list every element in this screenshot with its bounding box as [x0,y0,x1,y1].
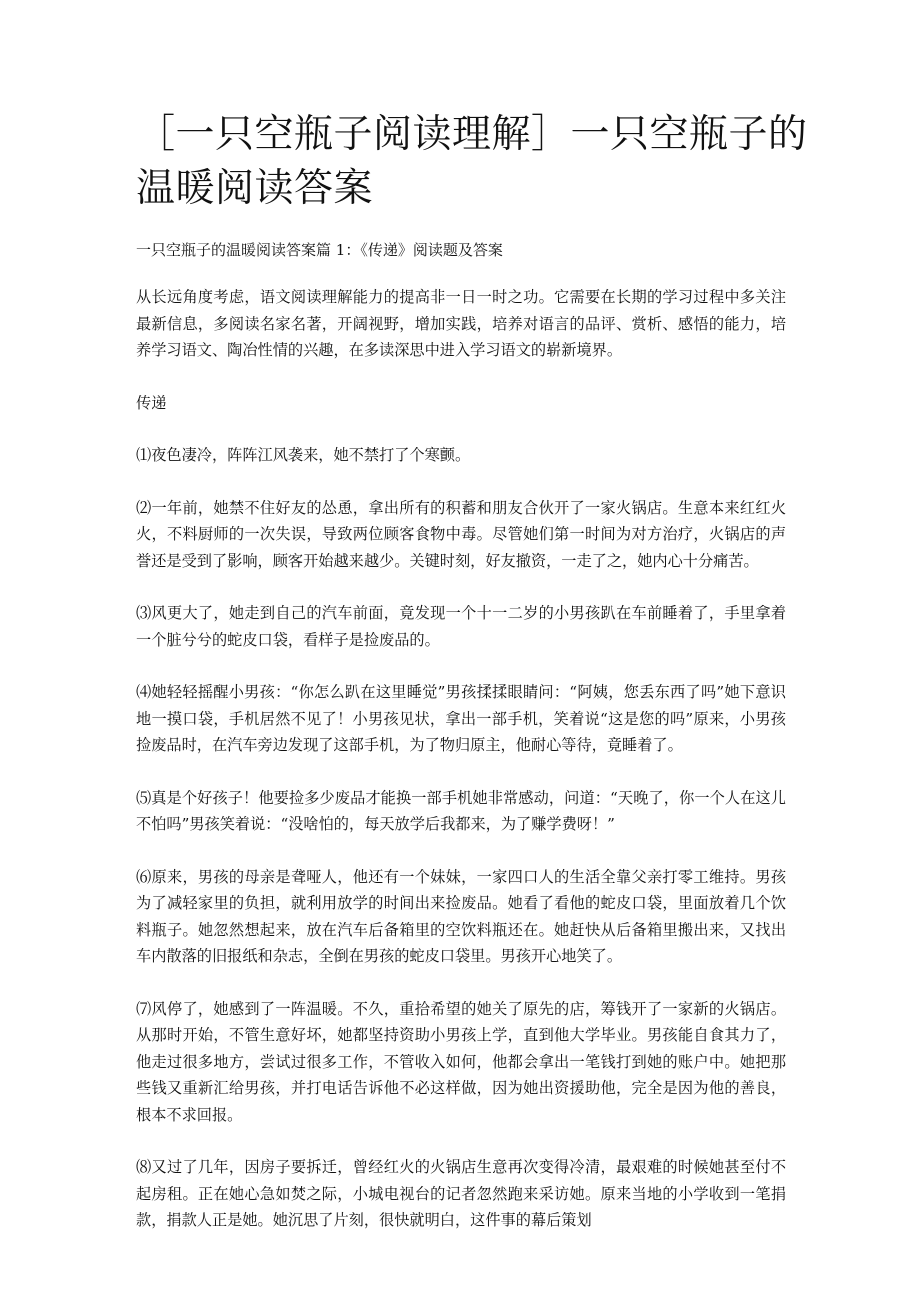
document-title [136,108,808,216]
story-paragraph-2: ⑵一年前，她禁不住好友的怂恿，拿出所有的积蓄和朋友合伙开了一家火锅店。生意本来红红火火，不料厨师的一次失误，导致两位顾客食物中毒。尽管她们第一时间为对方治疗，火锅店的声誉还是受到了影响，顾客开始越来越少。关键时刻，好友撤资，一走了之，她内心十分痛苦。 [136,498,786,570]
story-paragraph-7: ⑺风停了，她感到了一阵温暖。不久，重拾希望的她关了原先的店，筹钱开了一家新的火锅店。从那时开始，不管生意好坏，她都坚持资助小男孩上学，直到他大学毕业。男孩能自食其力了，他走过很多地方，尝试过很多工作，不管收入如何，他都会拿出一笔钱打到她的账户中。她把那些钱又重新汇给男孩，并打电话告诉他不必这样做，因为她出资援助他，完全是因为他的善良，根本不求回报。 [136,999,786,1124]
story-paragraph-8: ⑻又过了几年，因房子要拆迁，曾经红火的火锅店生意再次变得冷清，最艰难的时候她甚至付不起房租。正在她心急如焚之际，小城电视台的记者忽然跑来采访她。原来当地的小学收到一笔捐款，捐款人正是她。她沉思了片刻，很快就明白，这件事的幕后策划 [136,1158,786,1229]
story-paragraph-6: ⑹原来，男孩的母亲是聋哑人，他还有一个妹妹，一家四口人的生活全靠父亲打零工维持。男孩为了减轻家里的负担，就利用放学的时间出来捡废品。她看了看他的蛇皮口袋，里面放着几个饮料瓶子。她忽然想起来，放在汽车后备箱里的空饮料瓶还在。她赶快从后备箱里搬出来，又找出车内散落的旧报纸和杂志，全倒在男孩的蛇皮口袋里。男孩开心地笑了。 [136,867,786,965]
story-paragraph-5: ⑸真是个好孩子！他要捡多少废品才能换一部手机她非常感动，问道：“天晚了，你一个人在这儿不怕吗”男孩笑着说：“没啥怕的，每天放学后我都来，为了赚学费呀！” [136,788,786,833]
document-page [136,108,808,1234]
story-title: 传递 [136,393,167,412]
document-subtitle: 一只空瓶子的温暖阅读答案篇 1：《传递》阅读题及答案 [136,241,503,259]
story-paragraph-1: ⑴夜色凄冷，阵阵江风袭来，她不禁打了个寒颤。 [136,446,471,464]
story-paragraph-3: ⑶风更大了，她走到自己的汽车前面，竟发现一个十一二岁的小男孩趴在车前睡着了，手里拿着一个脏兮兮的蛇皮口袋，看样子是捡废品的。 [136,604,786,649]
document-title-line-1: ［一只空瓶子阅读理解］一只空瓶子的 [136,112,808,157]
intro-paragraph: 从长远角度考虑，语文阅读理解能力的提高非一日一时之功。它需要在长期的学习过程中多关注最新信息，多阅读名家名著，开阔视野，增加实践，培养对语言的品评、赏析、感悟的能力，培养学习语文、陶冶性情的兴趣，在多读深思中进入学习语文的崭新境界。 [136,288,786,359]
story-paragraph-4: ⑷她轻轻摇醒小男孩：“你怎么趴在这里睡觉”男孩揉揉眼睛问：“阿姨，您丢东西了吗”她下意识地一摸口袋，手机居然不见了！小男孩见状，拿出一部手机，笑着说“这是您的吗”原来，小男孩捡废品时，在汽车旁边发现了这部手机，为了物归原主，他耐心等待，竟睡着了。 [136,683,786,754]
document-title-line-2: 温暖阅读答案 [136,166,374,211]
